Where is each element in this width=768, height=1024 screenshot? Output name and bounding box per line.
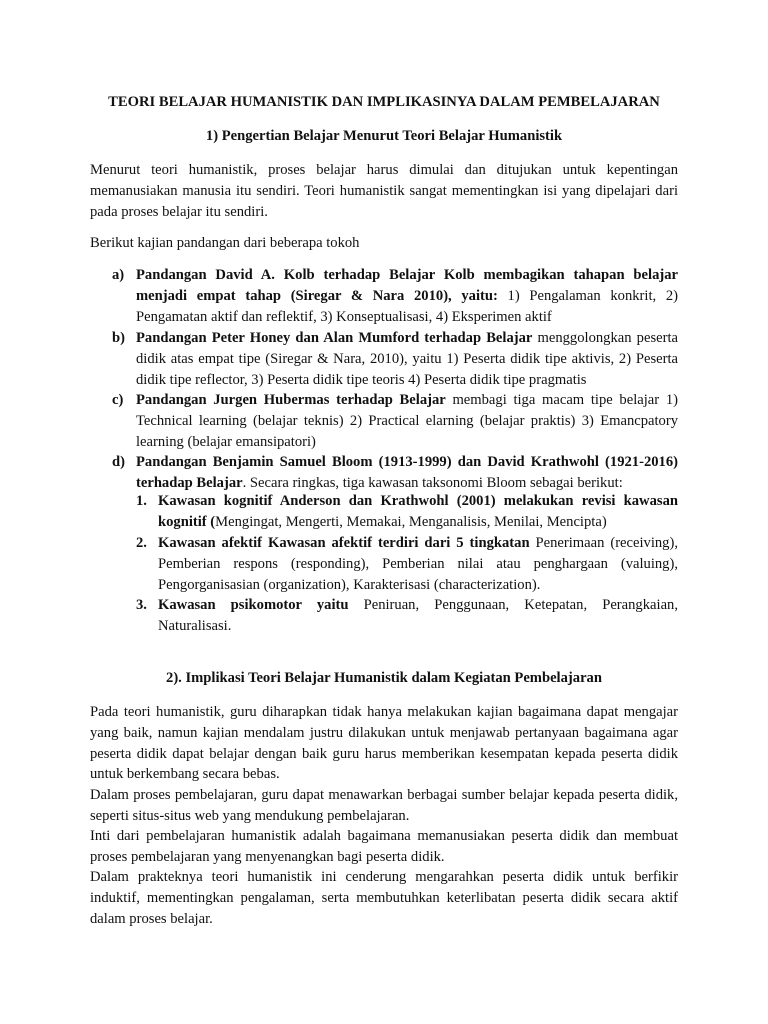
list-item-bold: Pandangan David A. Kolb terhadap Belajar Kolb membagikan tahapan belajar menjadi empat tahap (Siregar & Nara 2010), yaitu:	[136, 267, 678, 304]
section-2-heading: 2). Implikasi Teori Belajar Humanistik dalam Kegiatan Pembelajaran	[166, 670, 602, 686]
sub-list-marker: 2.	[136, 535, 147, 551]
sub-list-item	[136, 533, 678, 595]
section-2-paragraph: Pada teori humanistik, guru diharapkan tidak hanya melakukan kajian bagaimana dapat mengajar yang baik, namun kajian mendalam justru dilakukan untuk menjawab pertanyaan bagaimana agar peserta didik dapat belajar dengan baik guru harus memberikan kesempatan kepada peserta didik untuk berkembang secara bebas.	[90, 704, 678, 783]
section-1-heading: 1) Pengertian Belajar Menurut Teori Belajar Humanistik	[205, 128, 563, 144]
list-item-text: 1) Pengalaman konkrit, 2) Pengamatan aktif dan reflektif, 3) Konseptualisasi, 4) Eksperimen aktif	[136, 287, 678, 325]
list-marker: b)	[112, 330, 125, 346]
sub-list-item-text: Peniruan, Penggunaan, Ketepatan, Perangkaian, Naturalisasi.	[158, 597, 678, 634]
section-2-paragraph: Inti dari pembelajaran humanistik adalah bagaimana memanusiakan peserta didik dan membuat proses pembelajaran yang menyenangkan bagi peserta didik.	[90, 828, 678, 865]
list-item	[90, 328, 678, 390]
list-item-text: . Secara ringkas, tiga kawasan taksonomi Bloom sebagai berikut:	[242, 474, 623, 491]
sub-list-marker: 1.	[136, 493, 147, 509]
section-1-lead: Berikut kajian pandangan dari beberapa tokoh	[90, 235, 360, 251]
sub-list-marker: 3.	[136, 597, 147, 613]
list-item	[90, 452, 678, 494]
sub-list-item	[136, 491, 678, 533]
list-marker: a)	[112, 267, 125, 283]
list-item-text: menggolongkan peserta didik atas empat tipe (Siregar & Nara, 2010), yaitu 1) Peserta didik tipe aktivis, 2) Peserta didik tipe reflector, 3) Peserta didik tipe teoris 4) Peserta didik tipe pragmatis	[136, 330, 678, 388]
section-1-intro: Menurut teori humanistik, proses belajar harus dimulai dan ditujukan untuk kepentingan memanusiakan manusia itu sendiri. Teori humanistik sangat mementingkan isi yang dipelajari dari pada proses belajar itu sendiri.	[90, 162, 678, 220]
document-title: TEORI BELAJAR HUMANISTIK DAN IMPLIKASINYA DALAM PEMBELAJARAN	[108, 94, 660, 110]
sub-list-item-text: Mengingat, Mengerti, Memakai, Menganalisis, Menilai, Mencipta)	[215, 513, 607, 530]
sub-list-item	[136, 595, 678, 637]
list-item-bold: Pandangan Jurgen Hubermas terhadap Belajar	[136, 392, 446, 408]
sub-list-item-bold: Kawasan psikomotor yaitu	[158, 597, 349, 613]
list-item	[90, 265, 678, 327]
list-marker: c)	[112, 392, 124, 408]
section-2-paragraph: Dalam prakteknya teori humanistik ini cenderung mengarahkan peserta didik untuk berfikir induktif, mementingkan pengalaman, serta membutuhkan keterlibatan peserta didik secara aktif dalam proses belajar.	[90, 869, 678, 927]
sub-list-item-bold: Kawasan kognitif Anderson dan Krathwohl (2001) melakukan revisi kawasan kognitif (	[158, 493, 678, 530]
sub-list-item-bold: Kawasan afektif Kawasan afektif terdiri dari 5 tingkatan	[158, 535, 530, 551]
list-item-text: membagi tiga macam tipe belajar 1) Technical learning (belajar teknis) 2) Practical elarning (belajar praktis) 3) Emancpatory learning (belajar emansipatori)	[136, 392, 678, 450]
list-item-bold: Pandangan Benjamin Samuel Bloom (1913-1999) dan David Krathwohl (1921-2016) terhadap Belajar	[136, 454, 678, 491]
list-item	[90, 390, 678, 452]
list-marker: d)	[112, 454, 125, 470]
sub-list-item-text: Penerimaan (receiving), Pemberian respons (responding), Pemberian nilai atau penghargaan (valuing), Pengorganisasian (organization), Karakterisasi (characterization).	[158, 535, 678, 593]
list-item-bold: Pandangan Peter Honey dan Alan Mumford terhadap Belajar	[136, 330, 533, 346]
section-2-paragraph: Dalam proses pembelajaran, guru dapat menawarkan berbagai sumber belajar kepada peserta didik, seperti situs-situs web yang mendukung pembelajaran.	[90, 787, 678, 824]
